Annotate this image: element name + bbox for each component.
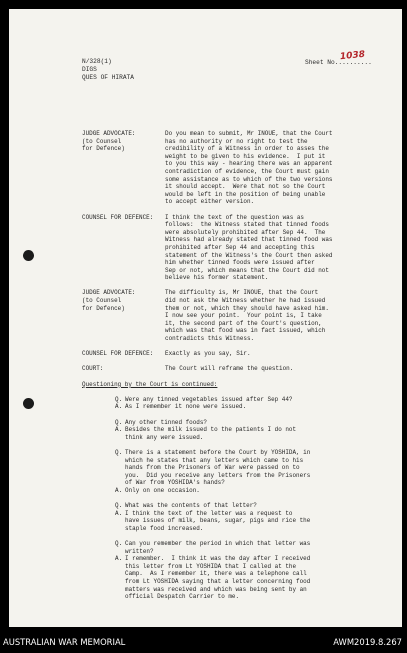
qa-text: [125, 487, 200, 495]
answer: [82, 487, 387, 495]
qa-line: you. Did you receive any letters from the Prisoners: [125, 471, 311, 479]
qa-line: I think the text of the letter was a request to: [125, 509, 293, 517]
file-reference: [82, 58, 134, 82]
statement-line: to you this way - hearing there was an apparent: [165, 160, 333, 168]
qa-line: hands from the Prisoners of War were passed on to: [125, 464, 300, 472]
qa-marker: A.: [115, 403, 123, 411]
statement-line: weight to be given to his evidence. I put it: [165, 152, 326, 160]
statement-line: Exactly as you say, Sir.: [165, 350, 251, 358]
qa-line: have issues of milk, beans, sugar, pigs and rice the: [125, 517, 311, 525]
answer: [82, 426, 387, 441]
statement-line: contradicts this Witness.: [165, 335, 255, 343]
question: [82, 449, 387, 487]
qa-text: [125, 510, 310, 533]
dialogue-block: [82, 350, 387, 358]
speaker-line: JUDGE ADVOCATE:: [82, 130, 136, 137]
qa-text: [125, 540, 310, 555]
qa-text: [125, 403, 246, 411]
qa-line: which he states that any letters which came to his: [125, 456, 304, 464]
question-answer-group: [82, 419, 387, 442]
qa-marker: A.: [115, 509, 123, 517]
qa-line: Were any tinned vegetables issued after Sep 44?: [125, 395, 293, 403]
dialogue-block: [82, 130, 387, 206]
qa-line: of War from YOSHIDA's hands?: [125, 479, 225, 487]
question: [82, 396, 387, 404]
qa-text: [125, 419, 207, 427]
footer-bar: [0, 633, 407, 653]
statement-text: [165, 130, 387, 206]
statement-line: credibility of a Witness in order to asses the: [165, 145, 329, 153]
transcript-body: [82, 130, 387, 608]
qa-text: [125, 426, 296, 441]
statement-line: statement of the Witness's the Court then asked: [165, 251, 333, 259]
footer-accession-number: AWM2019.8.267: [333, 637, 402, 647]
file-reference-line: N/328(1): [82, 58, 112, 65]
statement-line: contradiction of evidence, the Court must gain: [165, 167, 329, 175]
speaker-line: for Defence): [82, 304, 125, 312]
statement-line: Do you mean to submit, Mr INOUE, that the Court: [165, 130, 333, 137]
qa-marker: A.: [115, 426, 123, 434]
statement-line: it, the second part of the Court's question,: [165, 319, 322, 327]
qa-line: from Lt YOSHIDA saying that a letter concerning food: [125, 578, 311, 586]
qa-line: Only on one occasion.: [125, 486, 200, 494]
speaker-line: JUDGE ADVOCATE:: [82, 289, 136, 297]
question-answer-group: [82, 540, 387, 601]
qa-marker: Q.: [115, 418, 123, 426]
qa-marker: A.: [115, 555, 123, 563]
question-answer-group: [82, 449, 387, 495]
qa-marker: Q.: [115, 448, 123, 456]
answer: [82, 555, 387, 601]
statement-line: which was that food was in fact issued, which: [165, 327, 326, 335]
dialogue-block: [82, 214, 387, 282]
speaker-line: (to Counsel: [82, 297, 122, 305]
statement-line: him whether tinned foods were issued after: [165, 259, 315, 267]
statement-line: were absolutely prohibited after Sep 44. The: [165, 228, 326, 236]
statement-line: it should accept. Were that not so the Court: [165, 183, 326, 191]
speaker-line: COUNSEL FOR DEFENCE:: [82, 213, 154, 221]
statement-line: Sep or not, which means that the Court did not: [165, 266, 329, 274]
qa-text: [125, 449, 310, 487]
qa-marker: Q.: [115, 395, 123, 403]
file-reference-line: DIGS: [82, 66, 97, 73]
dialogue-block: [82, 289, 387, 342]
statement-text: [165, 365, 387, 373]
answer: [82, 510, 387, 533]
statement-line: did not ask the Witness whether he had issued: [165, 297, 326, 305]
qa-text: [125, 555, 310, 601]
qa-line: matters was received and which was being sent by an: [125, 585, 307, 593]
statement-line: follows: the Witness stated that tinned foods: [165, 221, 329, 229]
punch-hole: [23, 250, 34, 261]
question-answer-group: [82, 396, 387, 411]
statement-line: them or not, which they should have asked him.: [165, 304, 329, 312]
question-answer-group: [82, 502, 387, 532]
speaker-label: [82, 350, 165, 358]
statement-text: [165, 289, 387, 342]
qa-line: think any were issued.: [125, 433, 204, 441]
question: [82, 540, 387, 555]
qa-marker: Q.: [115, 540, 123, 548]
statement-line: The difficulty is, Mr INOUE, that the Court: [165, 289, 319, 297]
sheet-number-handwritten: 1038: [339, 49, 366, 63]
qa-line: official Despatch Carrier to me.: [125, 593, 240, 601]
statement-line: would be left in the position of being unable: [165, 190, 326, 198]
qa-line: Camp. As I remember it, there was a telephone call: [125, 570, 307, 578]
qa-line: this letter from Lt YOSHIDA that I called at the: [125, 562, 297, 570]
statement-line: has no authority or no right to test the: [165, 137, 308, 145]
dialogue-block: [82, 365, 387, 373]
qa-line: I remember. I think it was the day after I received: [125, 555, 311, 563]
qa-line: Any other tinned foods?: [125, 418, 207, 426]
statement-line: I now see your point. Your point is, I take: [165, 312, 322, 320]
qa-line: staple food increased.: [125, 524, 204, 532]
statement-line: to accept either version.: [165, 198, 255, 206]
qa-text: [125, 502, 257, 510]
speaker-label: [82, 289, 165, 342]
question: [82, 502, 387, 510]
qa-line: As I remember it none were issued.: [125, 403, 247, 411]
speaker-label: [82, 130, 165, 206]
sheet-label: Sheet No..........: [305, 59, 372, 66]
answer: [82, 403, 387, 411]
footer-institution: AUSTRALIAN WAR MEMORIAL: [3, 637, 126, 647]
statement-line: some assistance as to which of the two versions: [165, 175, 333, 183]
qa-line: There is a statement before the Court by YOSHIDA, in: [125, 448, 311, 456]
qa-marker: A.: [115, 486, 123, 494]
statement-line: The Court will reframe the question.: [165, 365, 294, 373]
speaker-line: (to Counsel: [82, 137, 122, 145]
speaker-label: [82, 365, 165, 373]
statement-text: [165, 350, 387, 358]
statement-text: [165, 214, 387, 282]
statement-line: believe his former statement.: [165, 274, 269, 282]
file-reference-line: QUES OF HIRATA: [82, 74, 134, 81]
speaker-line: for Defence): [82, 145, 125, 153]
qa-line: Can you remember the period in which that letter was: [125, 540, 311, 548]
section-heading: Questioning by the Court is continued:: [82, 380, 218, 388]
qa-line: written?: [125, 547, 154, 555]
statement-line: Witness had already stated that tinned food was: [165, 236, 333, 244]
speaker-label: [82, 214, 165, 282]
question: [82, 419, 387, 427]
qa-line: Besides the milk issued to the patients I do not: [125, 426, 297, 434]
speaker-line: COUNSEL FOR DEFENCE:: [82, 350, 154, 358]
punch-hole: [23, 398, 34, 409]
statement-line: I think the text of the question was as: [165, 213, 304, 221]
speaker-line: COURT:: [82, 365, 104, 373]
document-page: [9, 9, 402, 627]
qa-marker: Q.: [115, 502, 123, 510]
qa-text: [125, 396, 292, 404]
qa-line: What was the contents of that letter?: [125, 502, 257, 510]
statement-line: prohibited after Sep 44 and accepting this: [165, 243, 315, 251]
